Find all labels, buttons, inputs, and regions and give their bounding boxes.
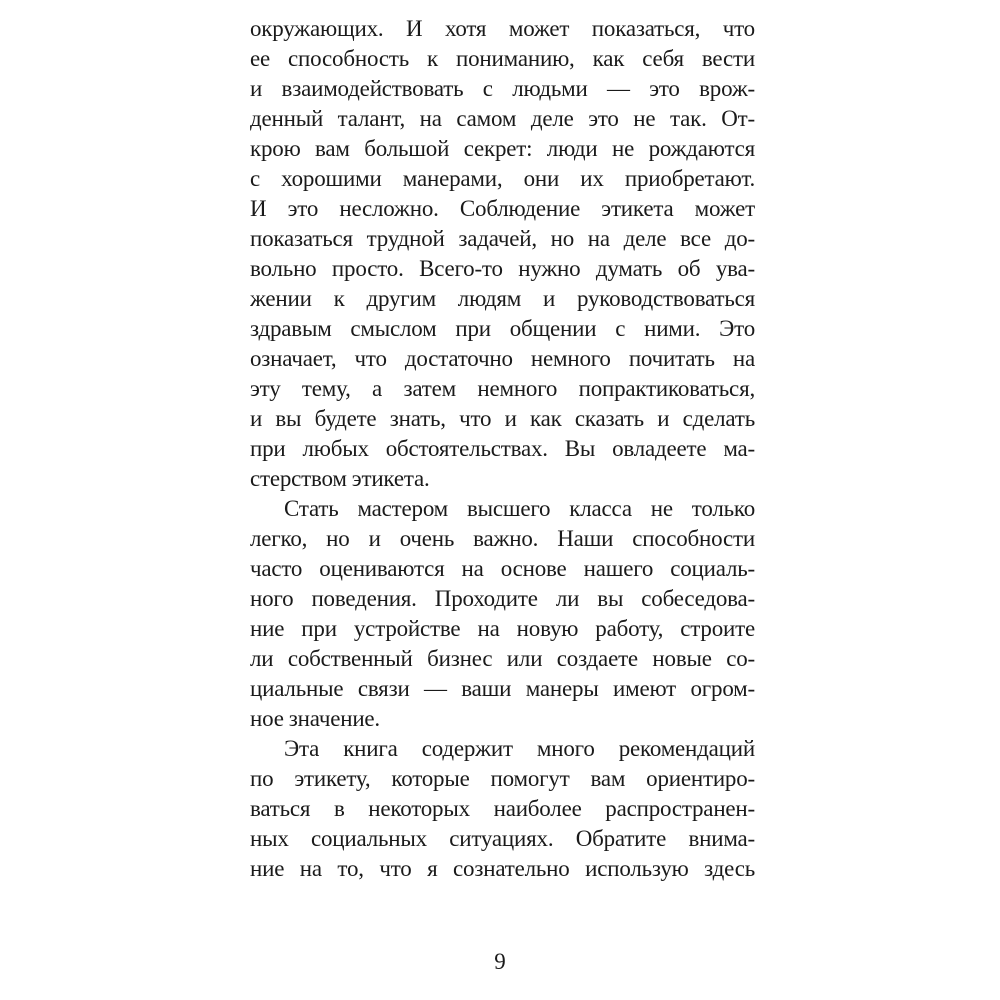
text-line: с хорошими манерами, они их приобретают. bbox=[250, 166, 755, 191]
text-line: и вы будете знать, что и как сказать и сделать bbox=[250, 406, 755, 431]
text-line: означает, что достаточно немного почитать на bbox=[250, 346, 755, 371]
page-number: 9 bbox=[494, 949, 506, 974]
text-line-paragraph-end: ное значение. bbox=[250, 706, 380, 731]
text-line: ного поведения. Проходите ли вы собеседова- bbox=[250, 586, 755, 611]
text-line-paragraph-start: Стать мастером высшего класса не только bbox=[284, 496, 755, 521]
text-line: циальные связи — ваши манеры имеют огром- bbox=[250, 676, 755, 701]
text-line-paragraph-start: Эта книга содержит много рекомендаций bbox=[284, 736, 755, 761]
text-line: при любых обстоятельствах. Вы овладеете ма- bbox=[250, 436, 755, 461]
text-line: ваться в некоторых наиболее распространен- bbox=[250, 796, 755, 821]
page-text-block bbox=[250, 14, 755, 884]
text-line: здравым смыслом при общении с ними. Это bbox=[250, 316, 755, 341]
text-line: эту тему, а затем немного попрактиковаться, bbox=[250, 376, 755, 401]
text-line: ние на то, что я сознательно использую здесь bbox=[250, 856, 755, 881]
text-line: легко, но и очень важно. Наши способности bbox=[250, 526, 755, 551]
text-line-paragraph-end: стерством этикета. bbox=[250, 466, 430, 491]
text-line: ние при устройстве на новую работу, строите bbox=[250, 616, 755, 641]
text-line: денный талант, на самом деле это не так. От- bbox=[250, 106, 755, 131]
text-line: жении к другим людям и руководствоваться bbox=[250, 286, 755, 311]
text-line: ных социальных ситуациях. Обратите внима- bbox=[250, 826, 755, 851]
text-line: по этикету, которые помогут вам ориентиро- bbox=[250, 766, 755, 791]
text-line: и взаимодействовать с людьми — это врож- bbox=[250, 76, 755, 101]
text-line: И это несложно. Соблюдение этикета может bbox=[250, 196, 755, 221]
text-line: крою вам большой секрет: люди не рождаются bbox=[250, 136, 755, 161]
text-line: окружающих. И хотя может показаться, что bbox=[250, 16, 755, 41]
text-line: показаться трудной задачей, но на деле все до- bbox=[250, 226, 755, 251]
text-line: ее способность к пониманию, как себя вести bbox=[250, 46, 755, 71]
text-line: ли собственный бизнес или создаете новые со- bbox=[250, 646, 755, 671]
text-line: вольно просто. Всего-то нужно думать об ува- bbox=[250, 256, 755, 281]
text-line: часто оцениваются на основе нашего социаль- bbox=[250, 556, 755, 581]
